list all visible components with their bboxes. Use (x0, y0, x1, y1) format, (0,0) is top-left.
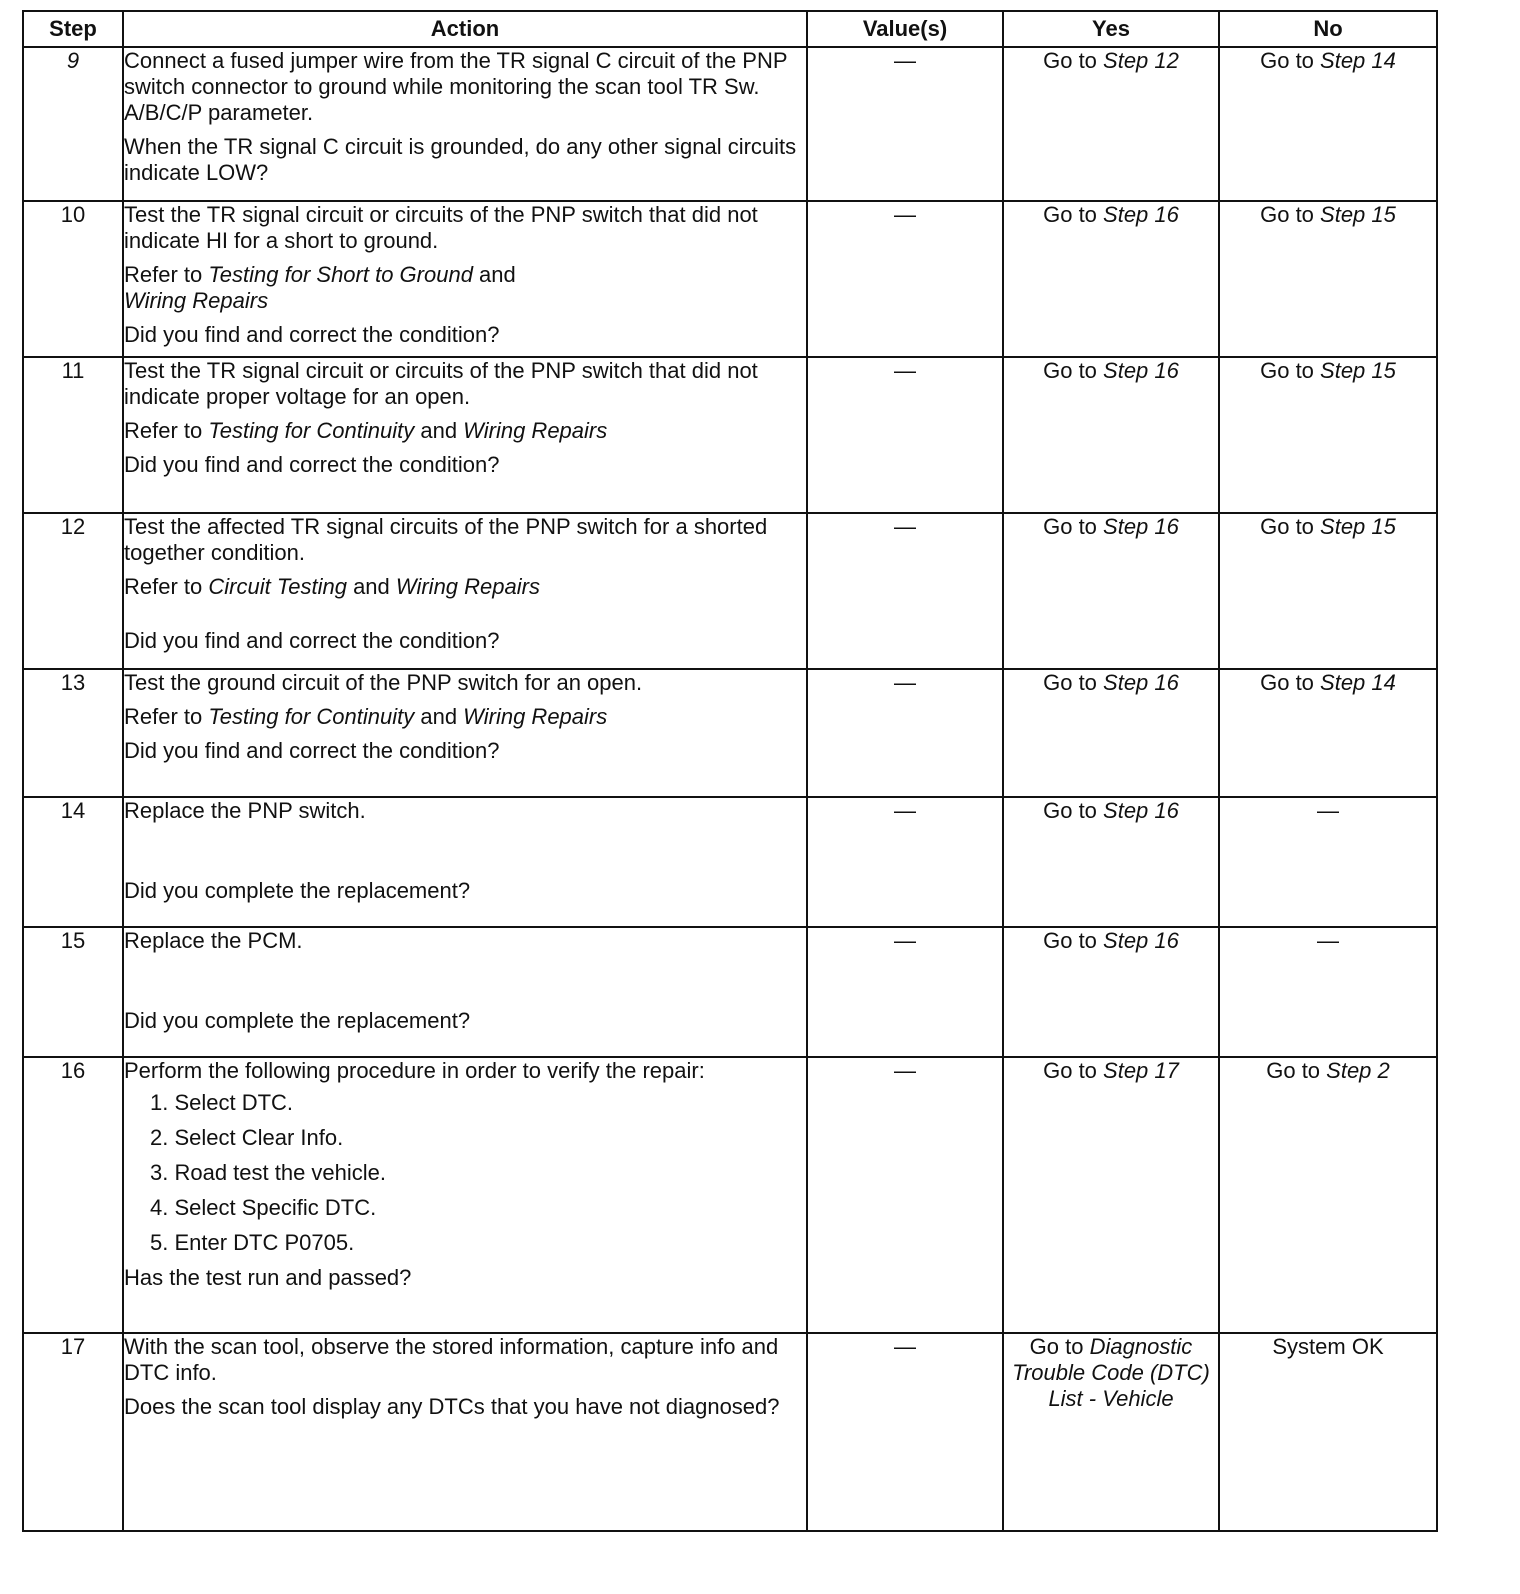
action-text: Replace the PCM. (124, 928, 303, 953)
procedure-list (124, 1090, 806, 1256)
no-cell (1219, 1333, 1437, 1531)
action-cell (123, 669, 807, 797)
list-item: 5. Enter DTC P0705. (150, 1230, 355, 1255)
no-step-link[interactable]: Step 15 (1320, 202, 1396, 227)
action-text: Connect a fused jumper wire from the TR signal C circuit of the PNP switch connector to ground while monitoring the scan tool TR Sw. A/B/C/P parameter. (124, 48, 788, 125)
header-step: Step (23, 11, 123, 47)
action-question: Did you complete the replacement? (124, 878, 471, 903)
header-row (23, 11, 1437, 47)
yes-cell: Go to Step 16 (1003, 927, 1219, 1057)
yes-step-link[interactable]: Step 16 (1103, 670, 1179, 695)
yes-cell: Go to Step 16 (1003, 357, 1219, 513)
no-cell: Go to Step 15 (1219, 513, 1437, 669)
yes-step-link[interactable]: Step 16 (1103, 928, 1179, 953)
header-no: No (1219, 11, 1437, 47)
step-number: 15 (23, 927, 123, 1057)
action-cell (123, 1333, 807, 1531)
value-cell: — (807, 513, 1003, 669)
yes-cell: Go to Step 16 (1003, 797, 1219, 927)
ref-link[interactable]: Wiring Repairs (463, 704, 608, 729)
step-number: 14 (23, 797, 123, 927)
table-row (23, 47, 1437, 201)
table-row (23, 357, 1437, 513)
action-refer: Refer to Testing for Continuity and Wiring Repairs (124, 418, 608, 443)
step-number: 17 (23, 1333, 123, 1531)
action-cell (123, 47, 807, 201)
action-refer: Refer to Circuit Testing and Wiring Repairs (124, 574, 540, 599)
yes-dtc-list-link[interactable]: Diagnostic Trouble Code (DTC) List - Vehicle (1012, 1334, 1210, 1411)
step-number: 11 (23, 357, 123, 513)
value-cell: — (807, 1333, 1003, 1531)
action-text: Replace the PNP switch. (124, 798, 366, 823)
table-row (23, 513, 1437, 669)
step-number: 9 (23, 47, 123, 201)
action-refer: Refer to Testing for Continuity and Wiring Repairs (124, 704, 608, 729)
diagnostic-table (22, 10, 1438, 1532)
value-cell: — (807, 669, 1003, 797)
value-cell: — (807, 927, 1003, 1057)
yes-step-link[interactable]: Step 16 (1103, 202, 1179, 227)
no-cell: Go to Step 15 (1219, 357, 1437, 513)
yes-step-link[interactable]: Step 16 (1103, 358, 1179, 383)
list-item: 4. Select Specific DTC. (150, 1195, 377, 1220)
action-cell (123, 927, 807, 1057)
no-cell: — (1219, 927, 1437, 1057)
list-item: 1. Select DTC. (150, 1090, 294, 1115)
list-item: 3. Road test the vehicle. (150, 1160, 387, 1185)
yes-cell: Go to Step 16 (1003, 669, 1219, 797)
yes-cell: Go to Step 17 (1003, 1057, 1219, 1333)
no-cell: Go to Step 2 (1219, 1057, 1437, 1333)
action-question: Did you find and correct the condition? (124, 738, 500, 763)
no-cell: Go to Step 15 (1219, 201, 1437, 357)
action-refer: Refer to Testing for Short to Ground and Wiring Repairs (124, 262, 516, 313)
yes-step-link[interactable]: Step 16 (1103, 798, 1179, 823)
no-step-link[interactable]: Step 2 (1326, 1058, 1390, 1083)
action-question: When the TR signal C circuit is grounded, do any other signal circuits indicate LOW? (124, 134, 797, 185)
table-row (23, 1333, 1437, 1531)
action-text: Test the ground circuit of the PNP switch for an open. (124, 670, 643, 695)
action-cell (123, 797, 807, 927)
action-cell (123, 1057, 807, 1333)
list-item: 2. Select Clear Info. (150, 1125, 344, 1150)
action-question: Did you find and correct the condition? (124, 628, 500, 653)
ref-link[interactable]: Testing for Continuity (208, 418, 415, 443)
ref-link[interactable]: Wiring Repairs (395, 574, 540, 599)
yes-cell: Go to Step 16 (1003, 201, 1219, 357)
action-text: Test the TR signal circuit or circuits of the PNP switch that did not indicate proper voltage for an open. (124, 358, 758, 409)
yes-cell: Go to Step 12 (1003, 47, 1219, 201)
header-values: Value(s) (807, 11, 1003, 47)
header-action: Action (123, 11, 807, 47)
no-cell: — (1219, 797, 1437, 927)
action-cell (123, 357, 807, 513)
action-cell (123, 201, 807, 357)
yes-cell: Go to Diagnostic Trouble Code (DTC) List - Vehicle (1003, 1333, 1219, 1531)
action-question: Did you find and correct the condition? (124, 452, 500, 477)
action-text: Test the TR signal circuit or circuits of the PNP switch that did not indicate HI for a short to ground. (124, 202, 758, 253)
step-number: 12 (23, 513, 123, 669)
ref-link[interactable]: Circuit Testing (208, 574, 347, 599)
system-ok-text: System OK (1272, 1334, 1384, 1359)
step-number: 10 (23, 201, 123, 357)
table-row (23, 927, 1437, 1057)
action-text: With the scan tool, observe the stored information, capture info and DTC info. (124, 1334, 779, 1385)
ref-link[interactable]: Wiring Repairs (124, 288, 269, 313)
no-step-link[interactable]: Step 15 (1320, 514, 1396, 539)
action-text: Perform the following procedure in order to verify the repair: (124, 1058, 705, 1083)
value-cell: — (807, 797, 1003, 927)
action-question: Does the scan tool display any DTCs that you have not diagnosed? (124, 1394, 780, 1419)
no-step-link[interactable]: Step 14 (1320, 48, 1396, 73)
yes-cell: Go to Step 16 (1003, 513, 1219, 669)
value-cell: — (807, 47, 1003, 201)
step-number: 16 (23, 1057, 123, 1333)
value-cell: — (807, 1057, 1003, 1333)
action-text: Test the affected TR signal circuits of the PNP switch for a shorted together condition. (124, 514, 768, 565)
action-question: Has the test run and passed? (124, 1265, 412, 1290)
yes-step-link[interactable]: Step 12 (1103, 48, 1179, 73)
ref-link[interactable]: Testing for Continuity (208, 704, 415, 729)
action-question: Did you find and correct the condition? (124, 322, 500, 347)
action-cell (123, 513, 807, 669)
no-cell: Go to Step 14 (1219, 669, 1437, 797)
header-yes: Yes (1003, 11, 1219, 47)
table-row (23, 1057, 1437, 1333)
yes-step-link[interactable]: Step 16 (1103, 514, 1179, 539)
no-step-link[interactable]: Step 14 (1320, 670, 1396, 695)
no-cell: Go to Step 14 (1219, 47, 1437, 201)
value-cell: — (807, 357, 1003, 513)
table-row (23, 669, 1437, 797)
ref-link[interactable]: Wiring Repairs (463, 418, 608, 443)
yes-step-link[interactable]: Step 17 (1103, 1058, 1179, 1083)
ref-link[interactable]: Testing for Short to Ground (208, 262, 473, 287)
table-row (23, 797, 1437, 927)
step-number: 13 (23, 669, 123, 797)
table-row (23, 201, 1437, 357)
action-question: Did you complete the replacement? (124, 1008, 471, 1033)
value-cell: — (807, 201, 1003, 357)
no-step-link[interactable]: Step 15 (1320, 358, 1396, 383)
